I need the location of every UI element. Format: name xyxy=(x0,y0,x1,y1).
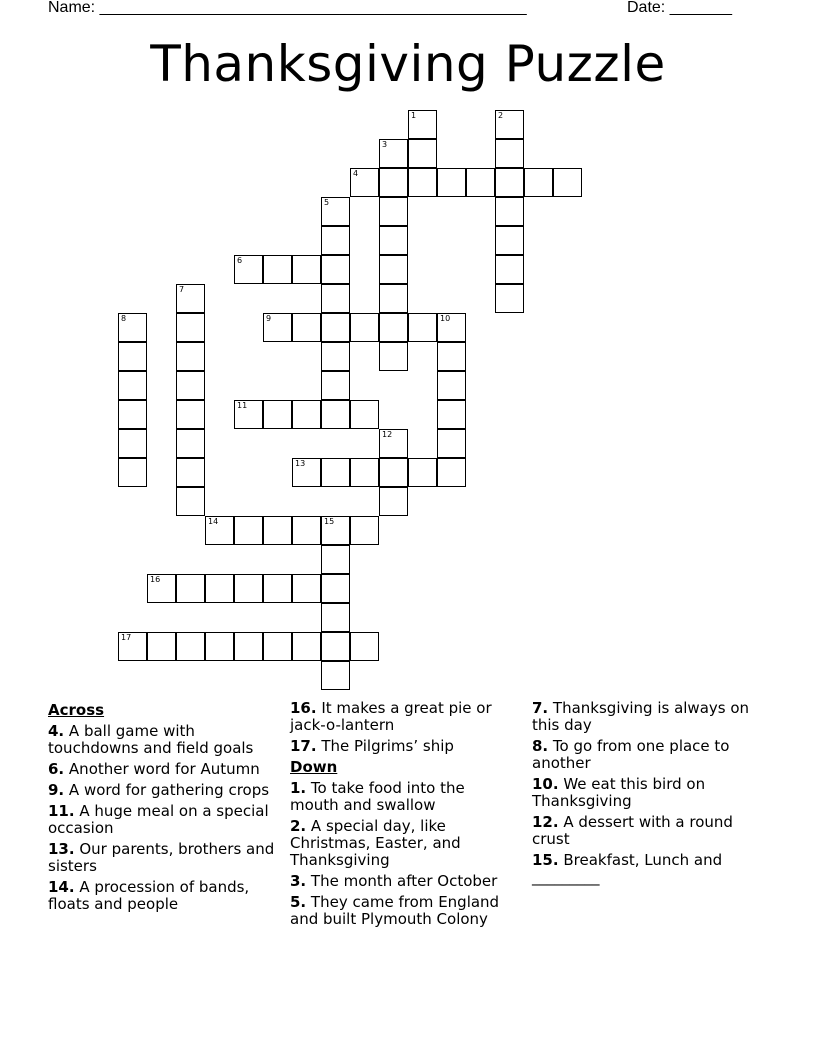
grid-cell[interactable] xyxy=(234,400,263,429)
grid-cell[interactable] xyxy=(321,197,350,226)
grid-cell[interactable] xyxy=(263,400,292,429)
grid-cell[interactable] xyxy=(176,458,205,487)
grid-cell[interactable] xyxy=(176,342,205,371)
clue-down-8: 8. To go from one place to another xyxy=(532,737,730,772)
grid-cell[interactable] xyxy=(379,226,408,255)
grid-cell[interactable] xyxy=(118,429,147,458)
grid-cell[interactable] xyxy=(495,139,524,168)
grid-cell[interactable] xyxy=(495,284,524,313)
grid-cell[interactable] xyxy=(321,226,350,255)
name-field-label: Name: ________________________________________________ xyxy=(48,0,527,16)
grid-cell[interactable] xyxy=(176,487,205,516)
grid-cell[interactable] xyxy=(176,632,205,661)
grid-cell[interactable] xyxy=(437,371,466,400)
puzzle-title: Thanksgiving Puzzle xyxy=(150,35,666,93)
grid-cell[interactable] xyxy=(495,168,524,197)
grid-cell[interactable] xyxy=(118,400,147,429)
clue-across-16: 16. It makes a great pie or jack-o-lantern xyxy=(290,699,492,734)
grid-cell[interactable] xyxy=(466,168,495,197)
grid-cell[interactable] xyxy=(118,342,147,371)
grid-cell[interactable] xyxy=(495,110,524,139)
clue-number: 4 xyxy=(353,169,359,178)
grid-cell[interactable] xyxy=(176,313,205,342)
grid-cell[interactable] xyxy=(321,371,350,400)
grid-cell[interactable] xyxy=(234,574,263,603)
clue-number: 6 xyxy=(237,256,243,265)
clue-across-13: 13. Our parents, brothers and sisters xyxy=(48,840,275,875)
grid-cell[interactable] xyxy=(321,400,350,429)
grid-cell[interactable] xyxy=(408,139,437,168)
clue-number: 5 xyxy=(324,198,330,207)
clue-column-2 xyxy=(290,700,518,932)
clue-column-3 xyxy=(532,700,768,890)
grid-cell[interactable] xyxy=(292,574,321,603)
clue-down-7: 7. Thanksgiving is always on this day xyxy=(532,699,750,734)
grid-cell[interactable] xyxy=(292,516,321,545)
grid-cell[interactable] xyxy=(437,400,466,429)
clue-across-11: 11. A huge meal on a special occasion xyxy=(48,802,269,837)
grid-cell[interactable] xyxy=(321,255,350,284)
grid-cell[interactable] xyxy=(350,458,379,487)
grid-cell[interactable] xyxy=(379,487,408,516)
grid-cell[interactable] xyxy=(205,516,234,545)
clue-column-1 xyxy=(48,700,280,917)
grid-cell[interactable] xyxy=(408,168,437,197)
grid-cell[interactable] xyxy=(263,574,292,603)
clue-down-1: 1. To take food into the mouth and swallow xyxy=(290,779,465,814)
grid-cell[interactable] xyxy=(292,458,321,487)
grid-cell[interactable] xyxy=(176,400,205,429)
grid-cell[interactable] xyxy=(321,458,350,487)
grid-cell[interactable] xyxy=(321,661,350,690)
clue-across-4: 4. A ball game with touchdowns and field goals xyxy=(48,722,254,757)
grid-cell[interactable] xyxy=(263,313,292,342)
grid-cell[interactable] xyxy=(437,458,466,487)
clue-across-17: 17. The Pilgrims’ ship xyxy=(290,737,454,755)
grid-cell[interactable] xyxy=(321,603,350,632)
grid-cell[interactable] xyxy=(350,313,379,342)
grid-cell[interactable] xyxy=(321,632,350,661)
grid-cell[interactable] xyxy=(321,313,350,342)
grid-cell[interactable] xyxy=(350,168,379,197)
clue-number: 17 xyxy=(121,633,132,642)
grid-cell[interactable] xyxy=(350,400,379,429)
across-heading: Across xyxy=(48,701,105,719)
grid-cell[interactable] xyxy=(234,632,263,661)
grid-cell[interactable] xyxy=(350,632,379,661)
grid-cell[interactable] xyxy=(176,574,205,603)
clue-number: 1 xyxy=(411,111,417,120)
grid-cell[interactable] xyxy=(495,197,524,226)
clue-number: 3 xyxy=(382,140,388,149)
clue-number: 14 xyxy=(208,517,219,526)
grid-cell[interactable] xyxy=(408,458,437,487)
clue-across-9: 9. A word for gathering crops xyxy=(48,781,270,799)
clue-down-15: 15. Breakfast, Lunch and _________ xyxy=(532,851,723,886)
grid-cell[interactable] xyxy=(263,516,292,545)
grid-cell[interactable] xyxy=(321,545,350,574)
grid-cell[interactable] xyxy=(437,429,466,458)
grid-cell[interactable] xyxy=(553,168,582,197)
grid-cell[interactable] xyxy=(495,255,524,284)
grid-cell[interactable] xyxy=(205,574,234,603)
grid-cell[interactable] xyxy=(321,516,350,545)
clue-down-10: 10. We eat this bird on Thanksgiving xyxy=(532,775,706,810)
grid-cell[interactable] xyxy=(205,632,234,661)
grid-cell[interactable] xyxy=(292,632,321,661)
grid-cell[interactable] xyxy=(292,400,321,429)
grid-cell[interactable] xyxy=(292,255,321,284)
clue-across-6: 6. Another word for Autumn xyxy=(48,760,260,778)
grid-cell[interactable] xyxy=(437,168,466,197)
grid-cell[interactable] xyxy=(379,139,408,168)
grid-cell[interactable] xyxy=(321,284,350,313)
grid-cell[interactable] xyxy=(118,371,147,400)
clue-down-2: 2. A special day, like Christmas, Easter, and Thanksgiving xyxy=(290,817,461,869)
clue-down-5: 5. They came from England and built Plymouth Colony xyxy=(290,893,500,928)
clue-number: 8 xyxy=(121,314,127,323)
grid-cell[interactable] xyxy=(321,342,350,371)
clue-number: 9 xyxy=(266,314,272,323)
clue-number: 15 xyxy=(324,517,335,526)
clue-number: 10 xyxy=(440,314,451,323)
grid-cell[interactable] xyxy=(118,313,147,342)
down-heading: Down xyxy=(290,758,338,776)
grid-cell[interactable] xyxy=(292,313,321,342)
date-field-label: Date: _______ xyxy=(627,0,732,16)
grid-cell[interactable] xyxy=(379,255,408,284)
grid-cell[interactable] xyxy=(234,255,263,284)
grid-cell[interactable] xyxy=(379,429,408,458)
grid-cell[interactable] xyxy=(524,168,553,197)
grid-cell[interactable] xyxy=(147,632,176,661)
grid-cell[interactable] xyxy=(379,168,408,197)
grid-cell[interactable] xyxy=(118,458,147,487)
grid-cell[interactable] xyxy=(437,313,466,342)
grid-cell[interactable] xyxy=(147,574,176,603)
clue-number: 2 xyxy=(498,111,504,120)
grid-cell[interactable] xyxy=(437,342,466,371)
grid-cell[interactable] xyxy=(350,516,379,545)
clue-number: 12 xyxy=(382,430,393,439)
grid-cell[interactable] xyxy=(379,313,408,342)
grid-cell[interactable] xyxy=(379,284,408,313)
clue-down-3: 3. The month after October xyxy=(290,872,498,890)
grid-cell[interactable] xyxy=(495,226,524,255)
grid-cell[interactable] xyxy=(321,574,350,603)
grid-cell[interactable] xyxy=(263,255,292,284)
clue-down-12: 12. A dessert with a round crust xyxy=(532,813,733,848)
clue-number: 11 xyxy=(237,401,248,410)
grid-cell[interactable] xyxy=(234,516,263,545)
grid-cell[interactable] xyxy=(176,371,205,400)
grid-cell[interactable] xyxy=(408,110,437,139)
clue-number: 7 xyxy=(179,285,185,294)
grid-cell[interactable] xyxy=(379,342,408,371)
clue-across-14: 14. A procession of bands, floats and people xyxy=(48,878,250,913)
grid-cell[interactable] xyxy=(379,197,408,226)
grid-cell[interactable] xyxy=(408,313,437,342)
clue-number: 13 xyxy=(295,459,306,468)
grid-cell[interactable] xyxy=(379,458,408,487)
grid-cell[interactable] xyxy=(118,632,147,661)
grid-cell[interactable] xyxy=(176,284,205,313)
clue-number: 16 xyxy=(150,575,161,584)
grid-cell[interactable] xyxy=(263,632,292,661)
grid-cell[interactable] xyxy=(176,429,205,458)
